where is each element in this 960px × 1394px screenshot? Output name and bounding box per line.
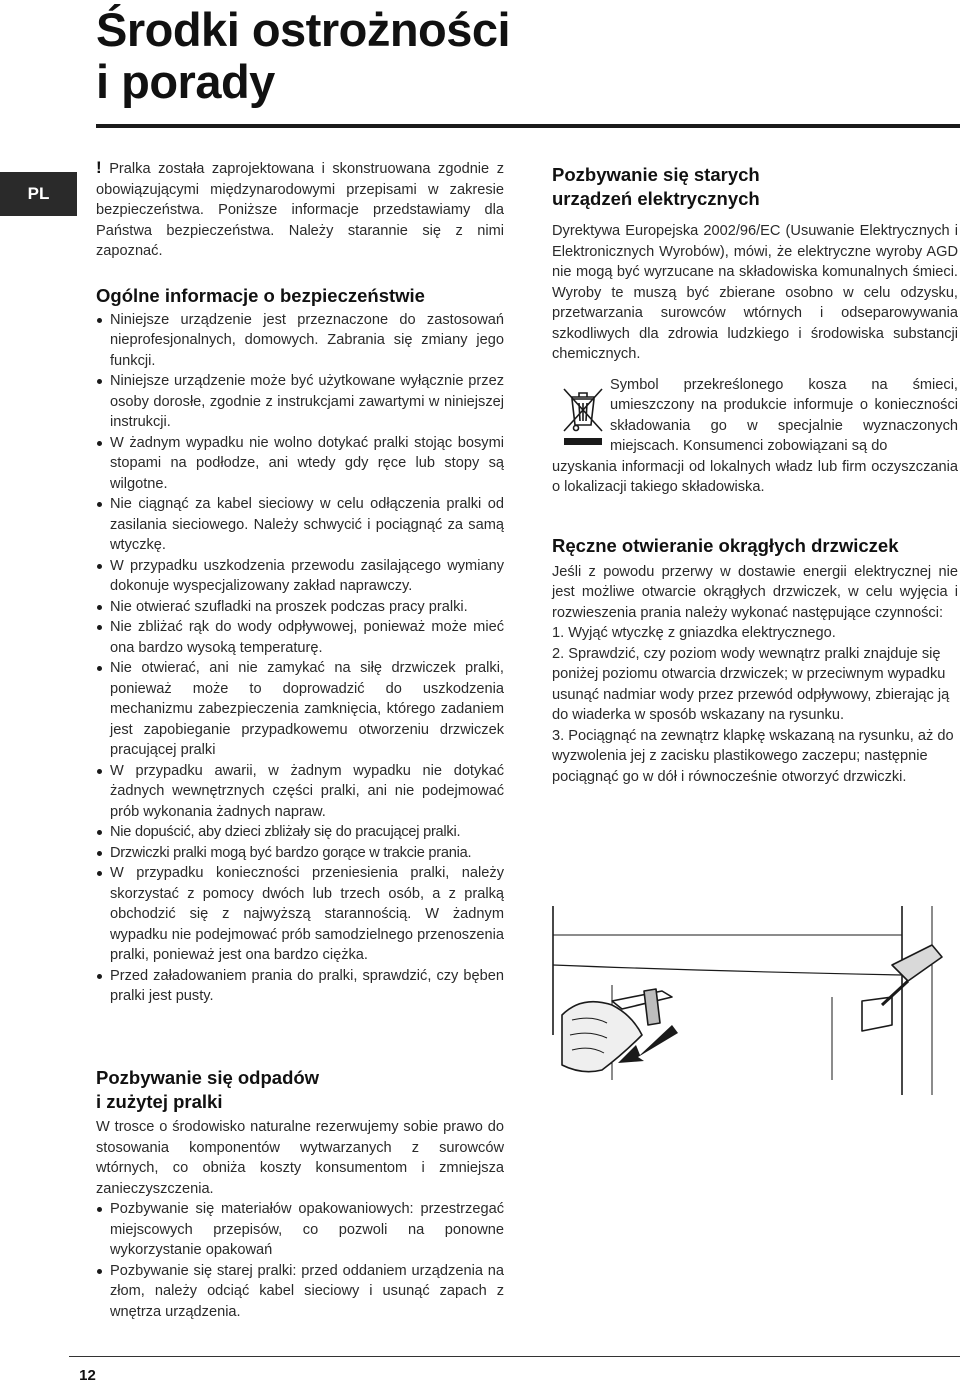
safety-item: Drzwiczki pralki mogą być bardzo gorące w trakcie prania. [96,843,504,864]
crossed-out-wheelie-bin-icon [560,385,606,447]
title-line-2: i porady [96,55,275,108]
page-title [96,4,510,108]
old-appliances-text: Dyrektywa Europejska 2002/96/EC (Usuwanie Elektrycznych i Elektronicznych Wyrobów), mówi, że elektryczne wyroby AGD nie mogą być wyrzucane na składowiska komunalnych śmieci. Wyroby te muszą być zbierane osobno w celu odzysku, przetwarzania surowców wtórnych i odseparowywania szkodliwych dla zdrowia ludzkiego i środowiska substancji chemicznych. [552,223,958,362]
safety-heading: Ogólne informacje o bezpieczeństwie [96,284,425,306]
door-release-illustration [552,905,960,1095]
safety-item: Niniejsze urządzenie jest przeznaczone do zastosowań nieprofesjonalnych, domowych. Zabrania się zmiany jego funkcji. [96,310,504,372]
waste-heading: Pozbywanie się odpadów i zużytej pralki [96,1067,320,1112]
safety-item: W przypadku awarii, w żadnym wypadku nie dotykać żadnych wewnętrznych części pralki, ani nie podejmować prób wykonania żadnych napraw. [96,761,504,823]
manual-door-step-3: 3. Pociągnąć na zewnątrz klapkę wskazaną na rysunku, aż do wyzwolenia jej z zacisku plastikowego zaczepu; następnie pociągnąć go w dół i równocześnie otworzyć drzwiczki. [552,727,954,785]
safety-item: W przypadku konieczności przeniesienia pralki, należy skorzystać z pomocy dwóch lub trzech osób, a z pralką obchodzić się z najwyższą starannością. W żadnym wypadku nie podejmować prób samodzielnego przenoszenia pralki, ponieważ jest ona bardzo ciężka. [96,863,504,966]
waste-item: Pozbywanie się materiałów opakowaniowych: przestrzegać miejscowych przepisów, co pozwoli na ponowne wykorzystanie opakowań [96,1199,504,1261]
safety-item: Przed załadowaniem prania do pralki, sprawdzić, czy bęben pralki jest pusty. [96,966,504,1007]
manual-door-step-1: 1. Wyjąć wtyczkę z gniazdka elektrycznego. [552,625,836,641]
safety-list [96,310,504,1007]
left-column [96,158,504,1007]
weee-symbol-text: Symbol przekreślonego kosza na śmieci, umieszczony na produkcie informuje o konieczności składowania go w specjalnie wyznaczonych miejscach. Konsumenci zobowiązani są do [610,376,958,454]
title-divider [96,124,960,128]
weee-block [552,375,958,457]
waste-section [96,1066,504,1322]
safety-item: Nie zbliżać rąk do wody odpływowej, ponieważ może mieć ona bardzo wysoką temperaturę. [96,617,504,658]
safety-item: W przypadku uszkodzenia przewodu zasilającego wymiany dokonuje wyspecjalizowany zakład naprawczy. [96,556,504,597]
old-appliances-heading: Pozbywanie się starych urządzeń elektrycznych [552,164,760,209]
safety-item: Niniejsze urządzenie może być użytkowane wyłącznie przez osoby dorosłe, zgodnie z instrukcjami zawartymi w niniejszej instrukcji. [96,371,504,433]
safety-item: W żadnym wypadku nie wolno dotykać pralki stojąc bosymi stopami na podłodze, ani wtedy gdy ręce lub stopy są wilgotne. [96,433,504,495]
right-column [552,163,958,787]
safety-item: Nie otwierać szufladki na proszek podczas pracy pralki. [96,597,504,618]
language-tab: PL [0,172,77,216]
manual-door-step-2: 2. Sprawdzić, czy poziom wody wewnątrz pralki znajduje się poniżej poziomu otwarcia drzwiczek; w przeciwnym wypadku usunąć nadmiar wody przez przewód odpływowy, zbierając ją do wiaderka w sposób wskazany na rysunku. [552,645,950,723]
manual-door-heading: Ręczne otwieranie okrągłych drzwiczek [552,534,899,556]
waste-text: W trosce o środowisko naturalne rezerwujemy sobie prawo do stosowania komponentów wytwarzanych z surowców wtórnych, co obniża koszty konsumentom i zmniejsza zanieczyszczenia. [96,1119,504,1197]
waste-item: Pozbywanie się starej pralki: przed oddaniem urządzenia na złom, należy odciąć kabel sieciowy i usunąć zapach z wnętrza urządzenia. [96,1261,504,1323]
title-line-1: Środki ostrożności [96,3,511,56]
intro-text: Pralka została zaprojektowana i skonstruowana zgodnie z obowiązującymi międzynarodowymi przepisami w zakresie bezpieczeństwa. Poniższe informacje przedstawiamy dla Państwa bezpieczeństwa. Należy starannie się z nimi zapoznać. [96,161,504,259]
waste-list [96,1199,504,1322]
page-number: 12 [69,1356,106,1394]
warning-exclamation-icon: ! [96,158,102,177]
safety-item: Nie otwierać, ani nie zamykać na siłę drzwiczek pralki, ponieważ może to doprowadzić do uszkodzenia mechanizmu zabezpieczenia zamknięcia, którego zadaniem jest zapobieganie przypadkowemu otworzeniu drzwiczek pracującej pralki [96,658,504,761]
manual-door-intro: Jeśli z powodu przerwy w dostawie energii elektrycznej nie jest możliwe otwarcie okrągłych drzwiczek, w celu wyjęcia i rozwieszenia prania należy wykonać następujące czynności: [552,563,958,621]
safety-item: Nie ciągnąć za kabel sieciowy w celu odłączenia pralki od zasilania sieciowego. Należy schwycić i pociągnąć za samą wtyczkę. [96,494,504,556]
weee-symbol-text-continued: uzyskania informacji od lokalnych władz lub firm oczyszczania o lokalizacji takiego składowiska. [552,458,958,495]
safety-item: Nie dopuścić, aby dzieci zbliżały się do pracującej pralki. [96,822,504,843]
intro-paragraph [96,158,504,262]
footer-divider [69,1356,960,1357]
